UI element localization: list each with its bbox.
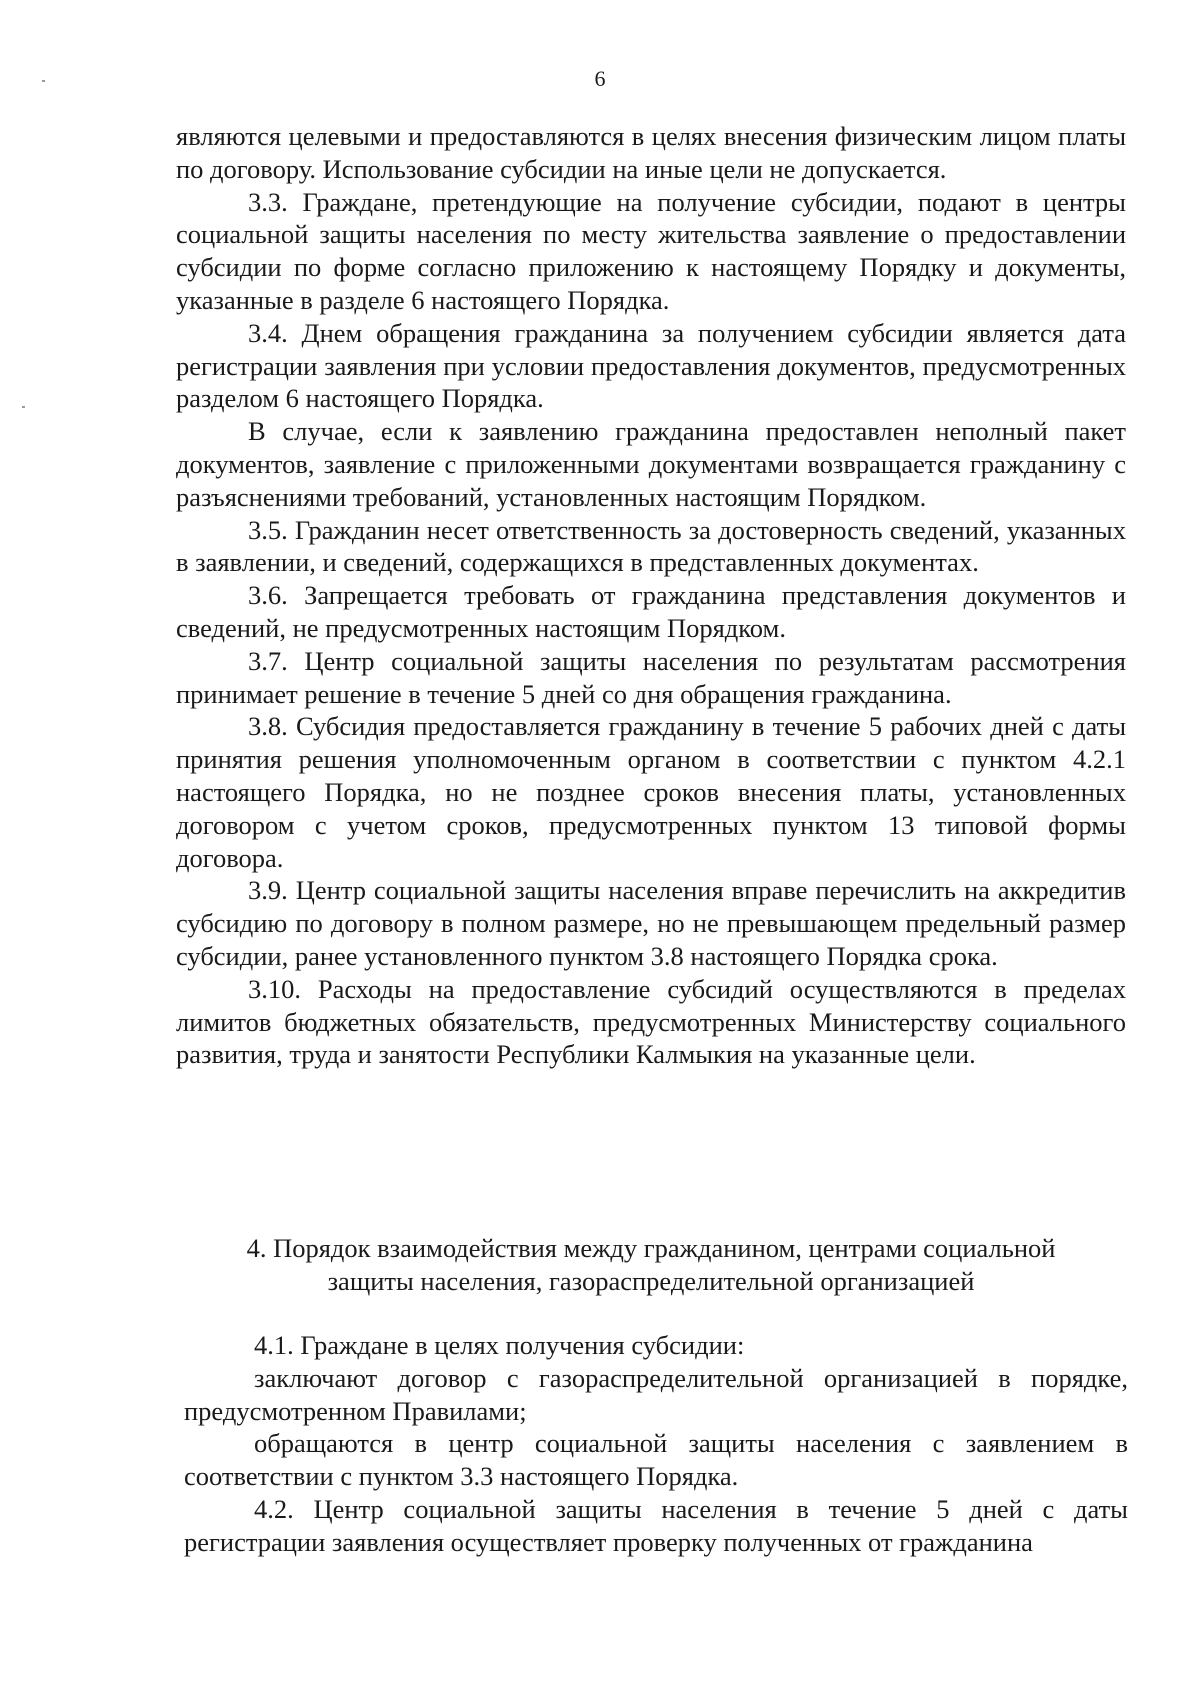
paragraph-3-8: 3.8. Субсидия предоставляется гражданину в течение 5 рабочих дней с даты принятия решения уполномоченным органом в соответствии с пунктом 4.2.1 настоящего Порядка, но не позднее сроков внесения платы, установленных договором с учетом сроков, предусмотренных пунктом 13 типовой формы договора. xyxy=(176,711,1126,873)
section-heading-line-2: защиты населения, газораспределительной организацией xyxy=(327,1265,975,1296)
section-heading-line-1: 4. Порядок взаимодействия между гражданином, центрами социальной xyxy=(246,1233,1056,1263)
paragraph-apply-center: обращаются в центр социальной защиты населения с заявлением в соответствии с пунктом 3.3 настоящего Порядка. xyxy=(184,1428,1128,1492)
paragraph-4-1: 4.1. Граждане в целях получения субсидии: xyxy=(254,1330,745,1360)
section-body-text xyxy=(184,1329,1128,1559)
section-heading xyxy=(176,1232,1126,1298)
paragraph-4-2: 4.2. Центр социальной защиты населения в течение 5 дней с даты регистрации заявления осуществляет проверку полученных от гражданина xyxy=(184,1493,1128,1557)
scan-dot-mark xyxy=(42,80,45,82)
paragraph-3-5: 3.5. Гражданин несет ответственность за достоверность сведений, указанных в заявлении, и сведений, содержащихся в представленных документах. xyxy=(176,514,1126,578)
paragraph-3-7: 3.7. Центр социальной защиты населения по результатам рассмотрения принимает решение в течение 5 дней со дня обращения гражданина. xyxy=(176,645,1126,709)
paragraph-conclude-contract: заключают договор с газораспределительной организацией в порядке, предусмотренном Правилами; xyxy=(184,1362,1128,1426)
paragraph-3-4: 3.4. Днем обращения гражданина за получением субсидии является дата регистрации заявления при условии предоставления документов, предусмотренных разделом 6 настоящего Порядка. xyxy=(176,317,1126,414)
paragraph-continuation: являются целевыми и предоставляются в целях внесения физическим лицом платы по договору. Использование субсидии на иные цели не допускается. xyxy=(176,121,1126,184)
paragraph-3-10: 3.10. Расходы на предоставление субсидий осуществляются в пределах лимитов бюджетных обязательств, предусмотренных Министерству социального развития, труда и занятости Республики Калмыкия на указанные цели. xyxy=(176,973,1126,1070)
scan-dot-mark xyxy=(22,406,25,408)
paragraph-3-9: 3.9. Центр социальной защиты населения вправе перечислить на аккредитив субсидию по договору в полном размере, но не превышающем предельный размер субсидии, ранее установленного пунктом 3.8 настоящего Порядка срока. xyxy=(176,875,1126,971)
paragraph-3-3: 3.3. Граждане, претендующие на получение субсидии, подают в центры социальной защиты населения по месту жительства заявление о предоставлении субсидии по форме согласно приложению к настоящему Порядку и документы, указанные в разделе 6 настоящего Порядка. xyxy=(176,186,1126,315)
body-text xyxy=(176,120,1126,1071)
page-number: 6 xyxy=(594,66,606,91)
paragraph-3-6: 3.6. Запрещается требовать от гражданина представления документов и сведений, не предусмотренных настоящим Порядком. xyxy=(176,580,1126,643)
paragraph-incomplete-package: В случае, если к заявлению гражданина предоставлен неполный пакет документов, заявление с приложенными документами возвращается гражданину с разъяснениями требований, установленных настоящим Порядком. xyxy=(176,416,1126,512)
